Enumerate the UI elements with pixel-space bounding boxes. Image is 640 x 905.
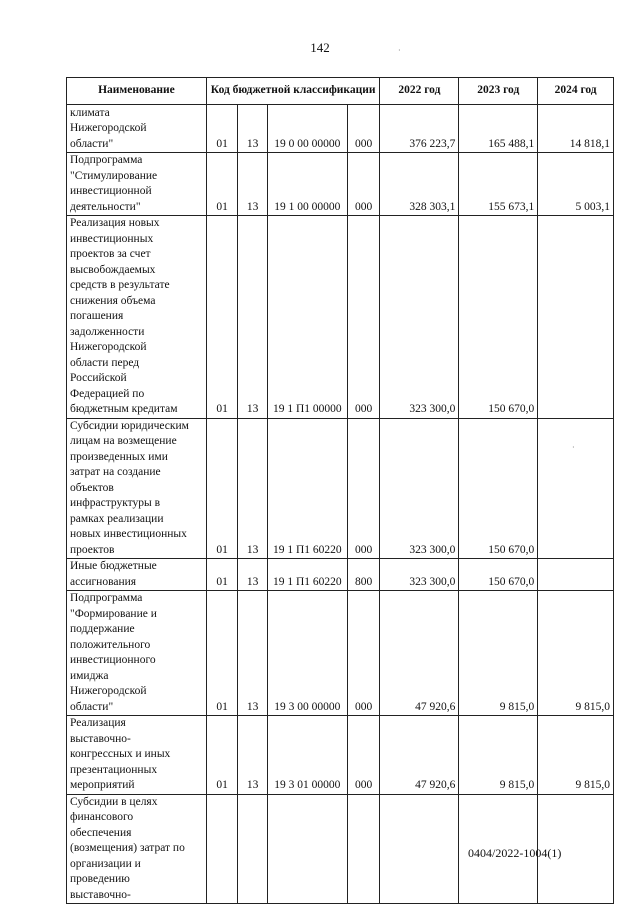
code-expense-type [347, 794, 380, 904]
value-2022: 323 300,0 [380, 559, 459, 591]
code-target: 19 1 П1 60220 [267, 418, 347, 559]
code-expense-type: 000 [347, 153, 380, 216]
header-2022: 2022 год [380, 78, 459, 105]
row-name-text: Подпрограмма "Стимулирование инвестиционной деятельности" [70, 154, 158, 213]
header-2024: 2024 год [538, 78, 614, 105]
header-name: Наименование [67, 78, 207, 105]
row-name [67, 559, 207, 591]
value-2023: 9 815,0 [459, 591, 538, 716]
value-2023: 155 673,1 [459, 153, 538, 216]
header-row [67, 78, 614, 105]
value-2024: 14 818,1 [538, 105, 614, 153]
row-name-text: Субсидии юридическим лицам на возмещение произведенных ими затрат на создание объектов инфраструктуры в рамках реализации новых инвестиционных проектов [70, 419, 189, 556]
value-2024 [538, 216, 614, 419]
value-2023: 150 670,0 [459, 216, 538, 419]
value-2022: 376 223,7 [380, 105, 459, 153]
row-name-text: Субсидии в целях финансового обеспечения (возмещения) затрат по организации и проведению выставочно- [70, 795, 185, 901]
header-code: Код бюджетной классификации [206, 78, 380, 105]
code-expense-type: 000 [347, 418, 380, 559]
code-target: 19 1 П1 00000 [267, 216, 347, 419]
document-code: 0404/2022-1004(1) [468, 846, 562, 860]
code-subsection: 13 [238, 559, 267, 591]
row-name-text: климата Нижегородской области" [70, 106, 147, 150]
code-subsection: 13 [238, 153, 267, 216]
value-2022: 47 920,6 [380, 716, 459, 795]
code-expense-type: 800 [347, 559, 380, 591]
header-2023: 2023 год [459, 78, 538, 105]
code-section: 01 [206, 591, 238, 716]
value-2023: 9 815,0 [459, 716, 538, 795]
row-name-text: Реализация новых инвестиционных проектов за счет высвобождаемых средств в результате снижения объема погашения задолженности Нижегородской области перед Российской Федерацией по бюджетным кредитам [70, 217, 178, 415]
page-number: 142 [310, 40, 330, 55]
value-2024: 5 003,1 [538, 153, 614, 216]
row-name-text: Иные бюджетные ассигнования [70, 560, 157, 588]
value-2024 [538, 559, 614, 591]
code-section: 01 [206, 418, 238, 559]
row-name [67, 153, 207, 216]
code-subsection [238, 794, 267, 904]
code-section: 01 [206, 716, 238, 795]
scan-dot: · [398, 46, 401, 55]
value-2023: 165 488,1 [459, 105, 538, 153]
budget-table [66, 77, 614, 904]
table-row [67, 153, 614, 216]
code-expense-type: 000 [347, 105, 380, 153]
table-row [67, 418, 614, 559]
code-expense-type: 000 [347, 716, 380, 795]
row-name [67, 716, 207, 795]
row-name [67, 418, 207, 559]
code-target: 19 1 00 00000 [267, 153, 347, 216]
code-subsection: 13 [238, 105, 267, 153]
value-2022 [380, 794, 459, 904]
row-name [67, 105, 207, 153]
code-section: 01 [206, 105, 238, 153]
code-section: 01 [206, 216, 238, 419]
code-subsection: 13 [238, 216, 267, 419]
code-expense-type: 000 [347, 591, 380, 716]
row-name [67, 591, 207, 716]
code-target: 19 3 01 00000 [267, 716, 347, 795]
value-2022: 323 300,0 [380, 216, 459, 419]
code-expense-type: 000 [347, 216, 380, 419]
row-name-text: Подпрограмма "Формирование и поддержание положительного инвестиционного имиджа Нижегородской области" [70, 592, 157, 713]
table-row [67, 105, 614, 153]
value-2024: 9 815,0 [538, 716, 614, 795]
row-name [67, 216, 207, 419]
value-2022: 328 303,1 [380, 153, 459, 216]
code-section [206, 794, 238, 904]
code-target: 19 1 П1 60220 [267, 559, 347, 591]
table-row [67, 591, 614, 716]
code-target: 19 0 00 00000 [267, 105, 347, 153]
value-2024 [538, 418, 614, 559]
value-2022: 47 920,6 [380, 591, 459, 716]
value-2022: 323 300,0 [380, 418, 459, 559]
table-row [67, 216, 614, 419]
code-target [267, 794, 347, 904]
value-2023: 150 670,0 [459, 418, 538, 559]
code-section: 01 [206, 153, 238, 216]
code-section: 01 [206, 559, 238, 591]
code-subsection: 13 [238, 591, 267, 716]
code-subsection: 13 [238, 716, 267, 795]
value-2023: 150 670,0 [459, 559, 538, 591]
row-name-text: Реализация выставочно- конгрессных и иных презентационных мероприятий [70, 717, 171, 791]
value-2024: 9 815,0 [538, 591, 614, 716]
row-name [67, 794, 207, 904]
code-subsection: 13 [238, 418, 267, 559]
scan-dot: · [572, 443, 575, 452]
table-row [67, 559, 614, 591]
table-row [67, 716, 614, 795]
code-target: 19 3 00 00000 [267, 591, 347, 716]
